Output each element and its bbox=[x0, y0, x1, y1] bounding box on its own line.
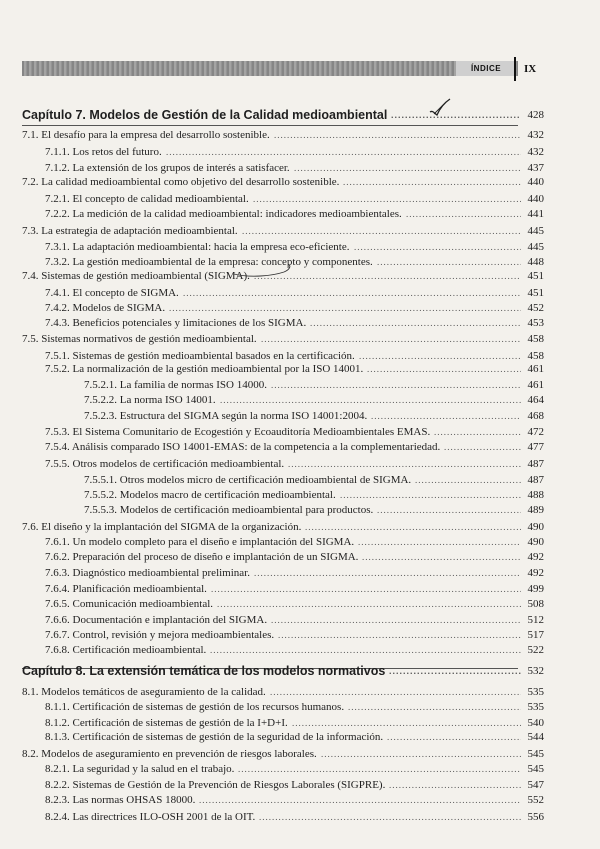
entry-title: 8.1.3. Certificación de sistemas de gestión de la seguridad de la información. bbox=[45, 731, 384, 743]
entry-page-number: 556 bbox=[527, 811, 544, 823]
entry-page-number: 487 bbox=[527, 458, 544, 470]
dot-leader bbox=[259, 810, 521, 825]
entry-page-number: 492 bbox=[527, 551, 544, 563]
dot-leader bbox=[261, 332, 521, 347]
dot-leader bbox=[183, 286, 521, 301]
entry-page-number: 468 bbox=[527, 410, 544, 422]
toc-entry bbox=[0, 192, 600, 207]
entry-title: 7.2.1. El concepto de calidad medioambiental. bbox=[45, 193, 249, 205]
entry-page-number: 545 bbox=[527, 763, 544, 775]
toc-entry bbox=[0, 332, 600, 347]
dot-leader bbox=[238, 762, 521, 777]
toc-entry bbox=[0, 810, 600, 825]
dot-leader bbox=[310, 316, 521, 331]
section-label: ÍNDICE bbox=[456, 61, 516, 76]
toc-entry bbox=[0, 175, 600, 190]
toc-entry bbox=[0, 286, 600, 301]
toc-entry bbox=[0, 550, 600, 565]
entry-page-number: 535 bbox=[527, 701, 544, 713]
entry-title: 7.5.5.2. Modelos macro de certificación medioambiental. bbox=[84, 489, 336, 501]
entry-title: 7.1.2. La extensión de los grupos de interés a satisfacer. bbox=[45, 162, 290, 174]
toc-entry bbox=[0, 240, 600, 255]
entry-page-number: 532 bbox=[527, 665, 544, 677]
entry-title: 7.1.1. Los retos del futuro. bbox=[45, 146, 162, 158]
dot-leader bbox=[321, 747, 521, 762]
handwritten-underline-icon bbox=[232, 260, 296, 278]
entry-page-number: 432 bbox=[527, 146, 544, 158]
dot-leader bbox=[362, 550, 521, 565]
entry-page-number: 458 bbox=[527, 350, 544, 362]
entry-title: 8.2.1. La seguridad y la salud en el trabajo. bbox=[45, 763, 235, 775]
toc-entry bbox=[0, 716, 600, 731]
toc-entry bbox=[0, 503, 600, 518]
entry-title: 7.1. El desafío para la empresa del desarrollo sostenible. bbox=[22, 129, 270, 141]
entry-page-number: 453 bbox=[527, 317, 544, 329]
toc-entry bbox=[0, 582, 600, 597]
entry-page-number: 428 bbox=[527, 109, 544, 121]
entry-page-number: 535 bbox=[527, 686, 544, 698]
entry-page-number: 517 bbox=[527, 629, 544, 641]
entry-page-number: 448 bbox=[527, 256, 544, 268]
entry-title: 7.2. La calidad medioambiental como objetivo del desarrollo sostenible. bbox=[22, 176, 340, 188]
entry-page-number: 522 bbox=[527, 644, 544, 656]
dot-leader bbox=[377, 503, 521, 518]
toc-entry bbox=[0, 224, 600, 239]
toc-entry bbox=[0, 425, 600, 440]
dot-leader bbox=[271, 378, 521, 393]
entry-page-number: 451 bbox=[527, 287, 544, 299]
dot-leader bbox=[406, 207, 521, 222]
entry-title: 8.2.2. Sistemas de Gestión de la Prevención de Riesgos Laborales (SIGPRE). bbox=[45, 779, 386, 791]
toc-entry bbox=[0, 128, 600, 143]
dot-leader bbox=[358, 535, 521, 550]
entry-page-number: 552 bbox=[527, 794, 544, 806]
entry-page-number: 508 bbox=[527, 598, 544, 610]
entry-title: 7.4.3. Beneficios potenciales y limitaciones de los SIGMA. bbox=[45, 317, 307, 329]
entry-title: 8.2.4. Las directrices ILO-OSH 2001 de la OIT. bbox=[45, 811, 256, 823]
entry-page-number: 452 bbox=[527, 302, 544, 314]
entry-title: 8.2.3. Las normas OHSAS 18000. bbox=[45, 794, 196, 806]
entry-title: 7.4.2. Modelos de SIGMA. bbox=[45, 302, 166, 314]
entry-page-number: 437 bbox=[527, 162, 544, 174]
toc-entry bbox=[0, 488, 600, 503]
entry-title: 8.1.2. Certificación de sistemas de gestión de la I+D+I. bbox=[45, 717, 288, 729]
dot-leader bbox=[305, 520, 521, 535]
entry-title: 8.2. Modelos de aseguramiento en prevención de riesgos laborales. bbox=[22, 748, 317, 760]
dot-leader bbox=[389, 778, 521, 793]
entry-title: 7.2.2. La medición de la calidad medioambiental: indicadores medioambientales. bbox=[45, 208, 402, 220]
toc-entry bbox=[0, 566, 600, 581]
entry-title: 7.6.5. Comunicación medioambiental. bbox=[45, 598, 214, 610]
dot-leader bbox=[211, 582, 521, 597]
toc-entry bbox=[0, 747, 600, 762]
entry-title: 7.5. Sistemas normativos de gestión medioambiental. bbox=[22, 333, 257, 345]
entry-title: 7.6. El diseño y la implantación del SIGMA de la organización. bbox=[22, 521, 302, 533]
entry-title: 7.6.4. Planificación medioambiental. bbox=[45, 583, 207, 595]
toc-entry bbox=[0, 378, 600, 393]
entry-page-number: 461 bbox=[527, 363, 544, 375]
entry-page-number: 432 bbox=[527, 129, 544, 141]
entry-page-number: 445 bbox=[527, 225, 544, 237]
toc-entry bbox=[0, 643, 600, 658]
entry-page-number: 487 bbox=[527, 474, 544, 486]
entry-page-number: 492 bbox=[527, 567, 544, 579]
entry-title: 7.3. La estrategia de adaptación medioambiental. bbox=[22, 225, 238, 237]
dot-leader bbox=[371, 409, 521, 424]
entry-title: Capítulo 8. La extensión temática de los modelos normativos bbox=[22, 664, 386, 678]
dot-leader bbox=[343, 175, 521, 190]
toc-entry bbox=[0, 597, 600, 612]
entry-title: 7.5.4. Análisis comparado ISO 14001-EMAS: de la competencia a la complementariedad. bbox=[45, 441, 441, 453]
entry-page-number: 512 bbox=[527, 614, 544, 626]
entry-title: 7.5.5.3. Modelos de certificación medioambiental para productos. bbox=[84, 504, 374, 516]
entry-page-number: 445 bbox=[527, 241, 544, 253]
entry-title: 7.4. Sistemas de gestión medioambiental (SIGMA). bbox=[22, 270, 250, 282]
toc-entry bbox=[0, 409, 600, 424]
entry-page-number: 458 bbox=[527, 333, 544, 345]
dot-leader bbox=[367, 362, 521, 377]
entry-title: 7.6.1. Un modelo completo para el diseño e implantación del SIGMA. bbox=[45, 536, 355, 548]
dot-leader bbox=[274, 128, 521, 143]
chapter-entry bbox=[0, 106, 600, 124]
toc-entry bbox=[0, 520, 600, 535]
toc-entry bbox=[0, 316, 600, 331]
toc-entry bbox=[0, 457, 600, 472]
entry-title: 7.6.6. Documentación e implantación del SIGMA. bbox=[45, 614, 268, 626]
dot-leader bbox=[220, 393, 521, 408]
entry-page-number: 472 bbox=[527, 426, 544, 438]
dot-leader bbox=[444, 440, 521, 455]
dot-leader bbox=[294, 161, 521, 176]
entry-title: 7.5.3. El Sistema Comunitario de Ecogestión y Ecoauditoría Medioambientales EMAS. bbox=[45, 426, 431, 438]
entry-title: 8.1. Modelos temáticos de aseguramiento de la calidad. bbox=[22, 686, 266, 698]
entry-title: 7.5.5. Otros modelos de certificación medioambiental. bbox=[45, 458, 285, 470]
dot-leader bbox=[217, 597, 521, 612]
dot-leader bbox=[387, 730, 521, 745]
entry-title: Capítulo 7. Modelos de Gestión de la Calidad medioambiental bbox=[22, 108, 388, 122]
toc-entry bbox=[0, 255, 600, 270]
entry-title: 7.5.1. Sistemas de gestión medioambiental basados en la certificación. bbox=[45, 350, 355, 362]
toc-entry bbox=[0, 145, 600, 160]
dot-leader bbox=[415, 473, 521, 488]
entry-page-number: 489 bbox=[527, 504, 544, 516]
toc-entry bbox=[0, 269, 600, 284]
toc-entry bbox=[0, 613, 600, 628]
dot-leader bbox=[389, 662, 521, 677]
entry-page-number: 451 bbox=[527, 270, 544, 282]
entry-title: 7.3.1. La adaptación medioambiental: hacia la empresa eco-eficiente. bbox=[45, 241, 350, 253]
entry-page-number: 490 bbox=[527, 536, 544, 548]
toc-entry bbox=[0, 793, 600, 808]
handwritten-check-icon bbox=[428, 98, 452, 118]
entry-page-number: 490 bbox=[527, 521, 544, 533]
entry-page-number: 547 bbox=[527, 779, 544, 791]
toc-entry bbox=[0, 628, 600, 643]
entry-page-number: 544 bbox=[527, 731, 544, 743]
entry-title: 7.3.2. La gestión medioambiental de la empresa: concepto y componentes. bbox=[45, 256, 373, 268]
dot-leader bbox=[278, 628, 521, 643]
dot-leader bbox=[354, 240, 521, 255]
entry-title: 7.4.1. El concepto de SIGMA. bbox=[45, 287, 179, 299]
entry-page-number: 464 bbox=[527, 394, 544, 406]
dot-leader bbox=[254, 566, 521, 581]
entry-page-number: 477 bbox=[527, 441, 544, 453]
toc-entry bbox=[0, 161, 600, 176]
dot-leader bbox=[271, 613, 521, 628]
entry-title: 7.6.8. Certificación medioambiental. bbox=[45, 644, 207, 656]
dot-leader bbox=[253, 192, 521, 207]
entry-page-number: 545 bbox=[527, 748, 544, 760]
toc-entry bbox=[0, 730, 600, 745]
dot-leader bbox=[166, 145, 521, 160]
chapter-entry bbox=[0, 662, 600, 680]
entry-page-number: 440 bbox=[527, 176, 544, 188]
toc-entry bbox=[0, 362, 600, 377]
toc-entry bbox=[0, 207, 600, 222]
entry-title: 7.6.2. Preparación del proceso de diseño e implantación de un SIGMA. bbox=[45, 551, 359, 563]
dot-leader bbox=[288, 457, 521, 472]
entry-page-number: 499 bbox=[527, 583, 544, 595]
toc-entry bbox=[0, 440, 600, 455]
dot-leader bbox=[434, 425, 521, 440]
entry-page-number: 540 bbox=[527, 717, 544, 729]
dot-leader bbox=[270, 685, 521, 700]
entry-title: 7.5.2.3. Estructura del SIGMA según la norma ISO 14001:2004. bbox=[84, 410, 368, 422]
dot-leader bbox=[292, 716, 521, 731]
entry-title: 7.5.5.1. Otros modelos micro de certificación medioambiental de SIGMA. bbox=[84, 474, 412, 486]
toc-entry bbox=[0, 473, 600, 488]
entry-title: 7.5.2.1. La familia de normas ISO 14000. bbox=[84, 379, 267, 391]
toc-entry bbox=[0, 393, 600, 408]
dot-leader bbox=[391, 106, 521, 121]
dot-leader bbox=[169, 301, 521, 316]
entry-title: 7.5.2.2. La norma ISO 14001. bbox=[84, 394, 216, 406]
toc-entry bbox=[0, 762, 600, 777]
toc-entry bbox=[0, 535, 600, 550]
entry-title: 8.1.1. Certificación de sistemas de gestión de los recursos humanos. bbox=[45, 701, 345, 713]
toc-entry bbox=[0, 301, 600, 316]
entry-page-number: 440 bbox=[527, 193, 544, 205]
dot-leader bbox=[377, 255, 521, 270]
toc-entry bbox=[0, 700, 600, 715]
entry-page-number: 441 bbox=[527, 208, 544, 220]
entry-title: 7.6.3. Diagnóstico medioambiental preliminar. bbox=[45, 567, 250, 579]
dot-leader bbox=[242, 224, 521, 239]
entry-title: 7.6.7. Control, revisión y mejora medioambientales. bbox=[45, 629, 275, 641]
dot-leader bbox=[348, 700, 521, 715]
dot-leader bbox=[199, 793, 521, 808]
toc-entry bbox=[0, 685, 600, 700]
entry-title: 7.5.2. La normalización de la gestión medioambiental por la ISO 14001. bbox=[45, 363, 364, 375]
page-number: IX bbox=[524, 63, 537, 75]
entry-page-number: 461 bbox=[527, 379, 544, 391]
entry-page-number: 488 bbox=[527, 489, 544, 501]
dot-leader bbox=[340, 488, 521, 503]
dot-leader bbox=[210, 643, 521, 658]
toc-entry bbox=[0, 778, 600, 793]
